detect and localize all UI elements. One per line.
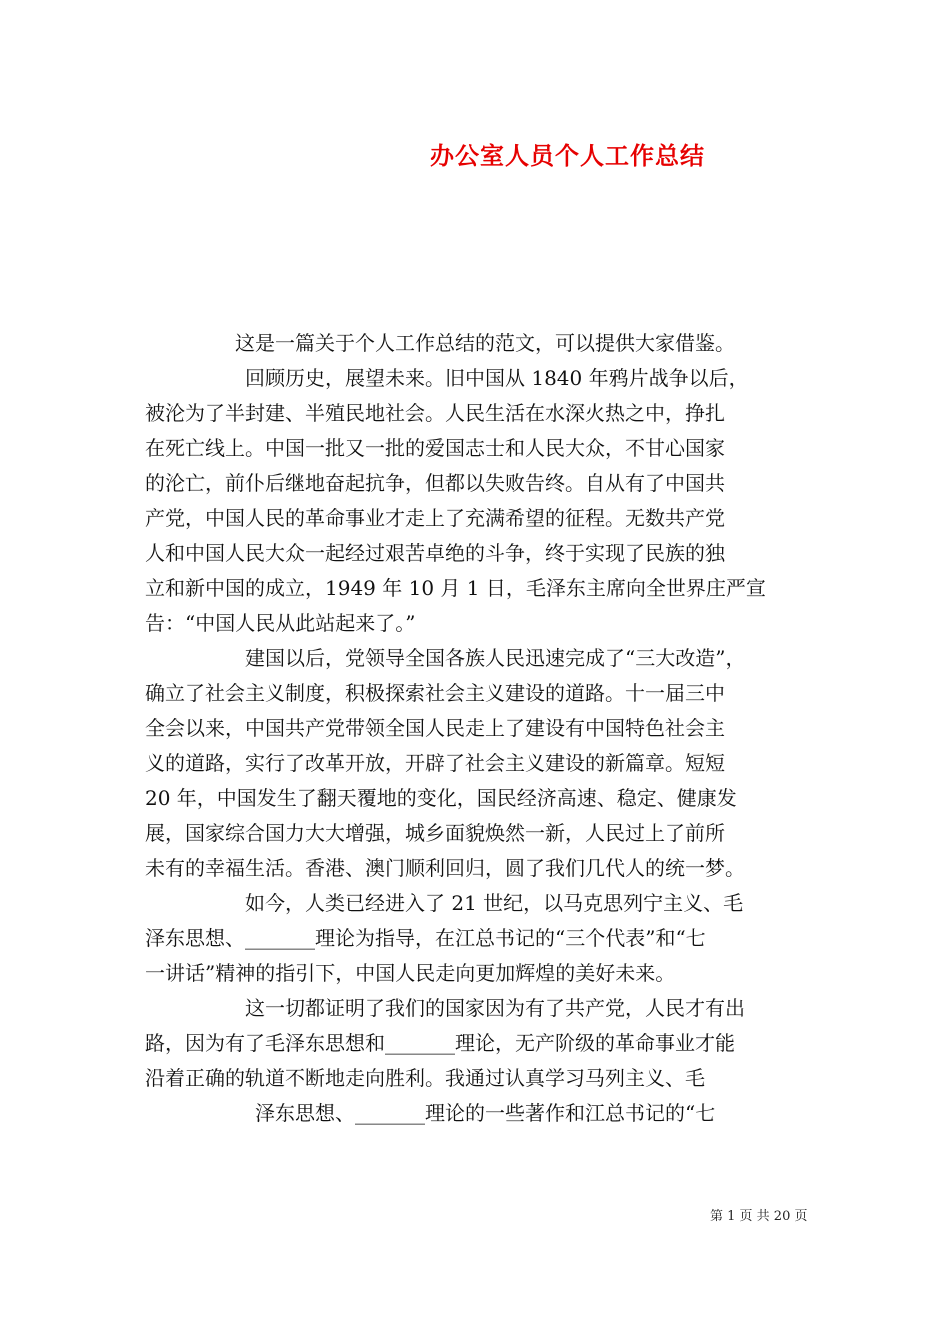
paragraph-line: 的沦亡，前仆后继地奋起抗争，但都以失败告终。自从有了中国共 (145, 471, 725, 495)
paragraph-line: 立和新中国的成立，1949 年 10 月 1 日，毛泽东主席向全世界庄严宣 (145, 576, 766, 600)
paragraph-line: 义的道路，实行了改革开放，开辟了社会主义建设的新篇章。短短 (145, 751, 725, 775)
paragraph-line: 这一切都证明了我们的国家因为有了共产党，人民才有出 (245, 996, 745, 1020)
paragraph-line: 一讲话”精神的指引下，中国人民走向更加辉煌的美好未来。 (145, 961, 676, 985)
paragraph-line: 建国以后，党领导全国各族人民迅速完成了“三大改造”， (245, 646, 746, 670)
paragraph-line: 展，国家综合国力大大增强，城乡面貌焕然一新，人民过上了前所 (145, 821, 725, 845)
paragraph-line: 如今，人类已经进入了 21 世纪，以马克思列宁主义、毛 (245, 891, 744, 915)
document-body (145, 326, 815, 1131)
paragraph-line: 20 年，中国发生了翻天覆地的变化，国民经济高速、稳定、健康发 (145, 786, 737, 810)
paragraph-line: 人和中国人民大众一起经过艰苦卓绝的斗争，终于实现了民族的独 (145, 541, 725, 565)
paragraph-line: 告：“中国人民从此站起来了。” (145, 611, 416, 635)
paragraph-line: 在死亡线上。中国一批又一批的爱国志士和人民大众，不甘心国家 (145, 436, 725, 460)
paragraph-line: 产党，中国人民的革命事业才走上了充满希望的征程。无数共产党 (145, 506, 725, 530)
paragraph-line: 未有的幸福生活。香港、澳门顺利回归，圆了我们几代人的统一梦。 (145, 856, 745, 880)
intro-line: 这是一篇关于个人工作总结的范文，可以提供大家借鉴。 (235, 331, 735, 355)
paragraph-line: 被沦为了半封建、半殖民地社会。人民生活在水深火热之中，挣扎 (145, 401, 725, 425)
paragraph-line: 泽东思想、_______理论的一些著作和江总书记的“七 (255, 1101, 716, 1125)
paragraph-line: 泽东思想、_______理论为指导，在江总书记的“三个代表”和“七 (145, 926, 706, 950)
paragraph-line: 路，因为有了毛泽东思想和_______理论，无产阶级的革命事业才能 (145, 1031, 735, 1055)
paragraph-line: 回顾历史，展望未来。旧中国从 1840 年鸦片战争以后， (245, 366, 749, 390)
page-title: 办公室人员个人工作总结 (430, 141, 705, 170)
page-number: 第 1 页 共 20 页 (710, 1209, 808, 1224)
paragraph-line: 全会以来，中国共产党带领全国人民走上了建设有中国特色社会主 (145, 716, 725, 740)
paragraph-line: 确立了社会主义制度，积极探索社会主义建设的道路。十一届三中 (145, 681, 725, 705)
paragraph-line: 沿着正确的轨道不断地走向胜利。我通过认真学习马列主义、毛 (145, 1066, 705, 1090)
